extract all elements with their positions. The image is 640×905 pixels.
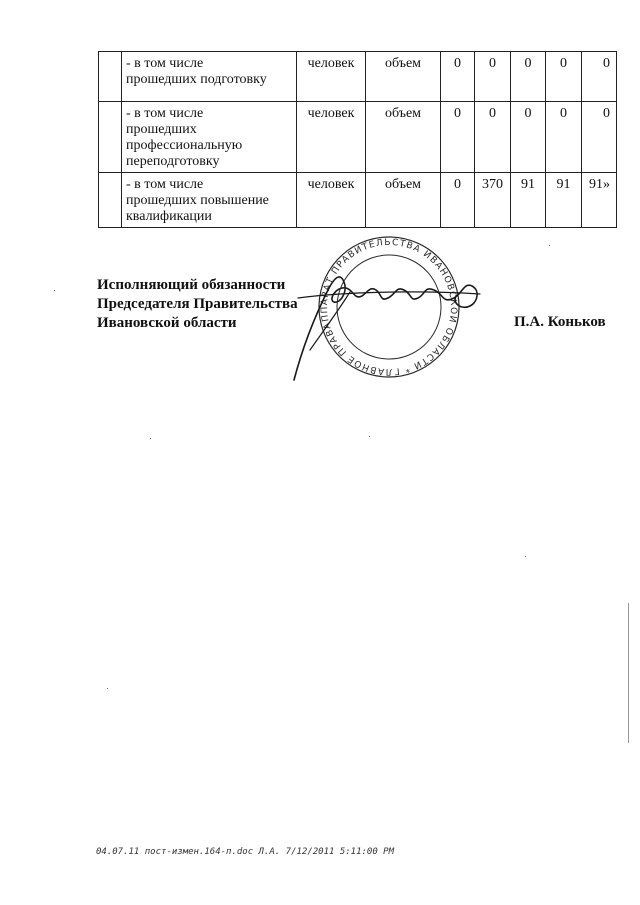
kind-cell: объем [366,173,441,228]
row-number-cell [99,173,122,228]
row-number-cell [99,52,122,102]
row-label-line: - в том числе [126,106,204,121]
value-cell: 0 [546,102,582,173]
value-cell: 0 [582,52,617,102]
official-seal-stamp [284,232,494,382]
row-label-line: профессиональную [126,138,243,153]
table-row [99,52,617,102]
value-cell: 0 [546,52,582,102]
value-cell: 0 [475,102,511,173]
row-label-line: прошедших повышение [126,193,269,208]
row-label-line: прошедших подготовку [126,72,267,87]
value-cell: 91 [546,173,582,228]
value-cell: 0 [441,102,475,173]
signatory-name: П.А. Коньков [514,314,606,330]
row-label-line: прошедших [126,122,197,137]
scan-speck [369,436,370,437]
row-label-line: квалификации [126,209,212,224]
value-cell: 91» [582,173,617,228]
table-row [99,102,617,173]
unit-cell: человек [297,102,366,173]
row-label-cell [122,173,297,228]
seal-text: АППАРАТ ПРАВИТЕЛЬСТВА ИВАНОВСКОЙ ОБЛАСТИ * ГЛАВНОЕ ПРАВОВОЕ [319,237,459,377]
signatory-position [97,276,298,333]
value-cell: 0 [582,102,617,173]
scan-speck [107,688,108,689]
document-footer: 04.07.11 пост-измен.164-п.doc Л.А. 7/12/2011 5:11:00 PM [96,847,395,857]
scan-speck [54,290,55,291]
value-cell: 370 [475,173,511,228]
value-cell: 0 [511,102,546,173]
row-label-cell [122,52,297,102]
position-line: Ивановской области [97,315,237,331]
value-cell: 0 [441,173,475,228]
row-label-line: переподготовку [126,154,220,169]
scan-speck [549,245,550,246]
scan-speck [150,438,151,439]
position-line: Исполняющий обязанности [97,277,286,293]
position-line: Председателя Правительства [97,296,298,312]
kind-cell: объем [366,102,441,173]
value-cell: 0 [475,52,511,102]
row-number-cell [99,102,122,173]
row-label-line: - в том числе [126,177,204,192]
scan-edge-line [628,603,629,743]
unit-cell: человек [297,173,366,228]
value-cell: 0 [511,52,546,102]
unit-cell: человек [297,52,366,102]
row-label-cell [122,102,297,173]
kind-cell: объем [366,52,441,102]
data-table [98,51,617,228]
table-row [99,173,617,228]
value-cell: 91 [511,173,546,228]
scan-speck [525,556,526,557]
row-label-line: - в том числе [126,56,204,71]
value-cell: 0 [441,52,475,102]
